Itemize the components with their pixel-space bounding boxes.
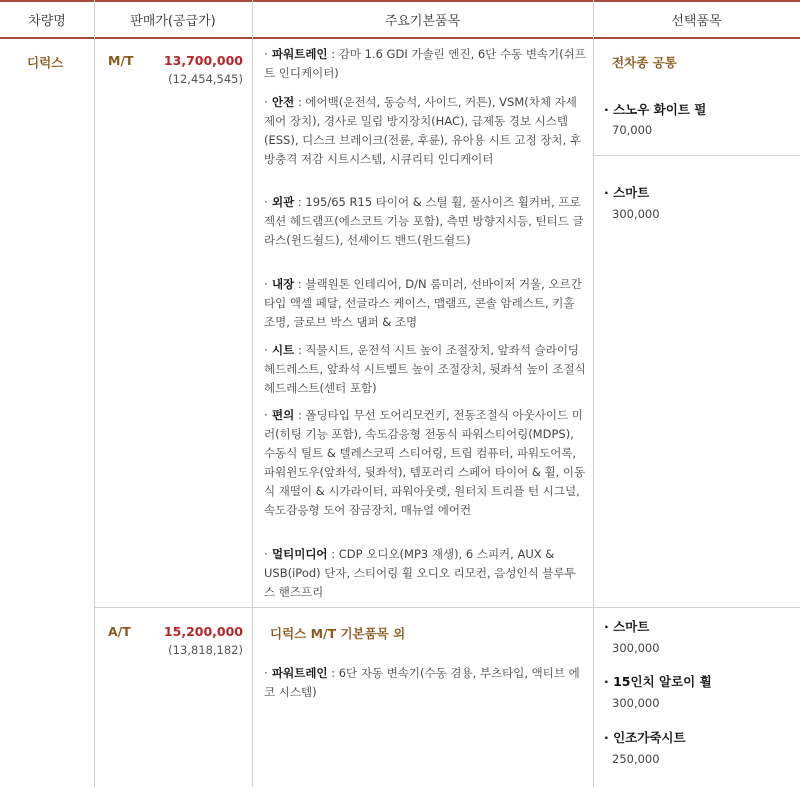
bullet-icon: · xyxy=(264,547,268,561)
header-model: 차량명 xyxy=(28,14,66,29)
feature-text: 블랙원톤 인테리어, D/N 룸미러, 선바이저 거울, 오르간타입 액셀 페달, 선글라스 케이스, 맵램프, 콘솔 암레스트, 키홀 조명, 글로브 박스 댐퍼 & 조명 xyxy=(264,277,582,329)
col-divider-1 xyxy=(94,0,95,787)
feature-title: 멀티미디어 xyxy=(272,547,328,561)
bullet-icon: · xyxy=(264,47,268,61)
mt-feature-interior: · 내장 : 블랙원톤 인테리어, D/N 룸미러, 선바이저 거울, 오르간타입 액셀 페달, 선글라스 케이스, 맵램프, 콘솔 암레스트, 키홀 조명, 글로브 박스 댐퍼 & 조명 xyxy=(264,277,582,329)
mt-price: 13,700,000 xyxy=(163,53,243,68)
col-divider-2 xyxy=(252,0,253,787)
option-price: 300,000 xyxy=(612,696,660,710)
bullet-icon: · xyxy=(604,619,614,634)
at-feature-powertrain: · 파워트레인 : 6단 자동 변속기(수동 겸용, 부츠타입, 액티브 에코 시스템) xyxy=(264,666,580,699)
option-label: 15인치 알로이 휠 xyxy=(613,674,712,689)
feature-title: 파워트레인 xyxy=(272,47,328,61)
feature-text: 폴딩타입 무선 도어리모컨키, 전동조절식 아웃사이드 미러(히팅 기능 포함), 속도감응형 전동식 파워스티어링(MDPS), 수동식 틸트 & 텔레스코픽 스티어링, 트립 컴퓨터, 파워도어록, 파워윈도우(앞좌석, 뒷좌석), 템포러리 스페어 타이어 & 휠, 이동식 재떨이 & 시가라이터, 파워아웃렛, 원터치 트리플 턴 시그널, 속도감응형 도어 잠금장치, 매뉴얼 에어컨 xyxy=(264,408,586,517)
option-label: 인조가죽시트 xyxy=(613,730,686,745)
feature-text: 6단 자동 변속기(수동 겸용, 부츠타입, 액티브 에코 시스템) xyxy=(264,666,580,699)
feature-text: 직물시트, 운전석 시트 높이 조절장치, 앞좌석 슬라이딩 헤드레스트, 앞좌석 시트벨트 높이 조절장치, 뒷좌석 높이 조절식 헤드레스트(센터 포함) xyxy=(264,343,586,395)
bullet-icon: · xyxy=(264,408,268,422)
option-price: 250,000 xyxy=(612,752,660,766)
feature-text: 에어백(운전석, 동승석, 사이드, 커튼), VSM(차체 자세 제어 장치), 경사로 밀림 방지장치(HAC), 급제동 경보 시스템(ESS), 디스크 브레이크(전륜, 후륜), 유아용 시트 고정 장치, 후방충격 저감 시트시스템, 시큐리티 인디케이터 xyxy=(264,95,581,166)
header-top-border xyxy=(0,0,800,2)
mt-feature-seat: · 시트 : 직물시트, 운전석 시트 높이 조절장치, 앞좌석 슬라이딩 헤드레스트, 앞좌석 시트벨트 높이 조절장치, 뒷좌석 높이 조절식 헤드레스트(센터 포함) xyxy=(264,343,586,395)
bullet-icon: · xyxy=(604,730,614,745)
bullet-icon: · xyxy=(264,666,268,680)
mt-feature-safety: · 안전 : 에어백(운전석, 동승석, 사이드, 커튼), VSM(차체 자세 제어 장치), 경사로 밀림 방지장치(HAC), 급제동 경보 시스템(ESS), 디스크 브레이크(전륜, 후륜), 유아용 시트 고정 장치, 후방충격 저감 시트시스템, 시큐리티 인디케이터 xyxy=(264,95,581,166)
option-label: 스노우 화이트 펄 xyxy=(613,102,707,117)
header-options: 선택품목 xyxy=(671,14,722,29)
mt-supply-price: (12,454,545) xyxy=(168,72,243,86)
option-price: 300,000 xyxy=(612,641,660,655)
mt-feature-exterior: · 외관 : 195/65 R15 타이어 & 스틸 휠, 풀사이즈 휠커버, 프로젝션 헤드램프(에스코트 기능 포함), 측면 방향지시등, 틴티드 글라스(윈드쉴드), 선셰이드 밴드(윈드쉴드) xyxy=(264,195,584,247)
option-name xyxy=(604,728,686,746)
bullet-icon: · xyxy=(604,674,614,689)
bullet-icon: · xyxy=(604,102,614,117)
option-name xyxy=(604,183,649,201)
feature-title: 외관 xyxy=(272,195,295,209)
feature-title: 편의 xyxy=(272,408,295,422)
at-transmission: A/T xyxy=(108,624,131,639)
row-divider-at xyxy=(94,607,800,608)
mt-transmission: M/T xyxy=(108,53,134,68)
feature-title: 파워트레인 xyxy=(272,666,328,680)
feature-text: 195/65 R15 타이어 & 스틸 휠, 풀사이즈 휠커버, 프로젝션 헤드램프(에스코트 기능 포함), 측면 방향지시등, 틴티드 글라스(윈드쉴드), 선셰이드 밴드(윈드쉴드) xyxy=(264,195,584,247)
at-supply-price: (13,818,182) xyxy=(168,643,243,657)
mt-options-common: 전차종 공통 xyxy=(612,55,677,70)
option-label: 스마트 xyxy=(613,619,650,634)
header-price: 판매가(공급가) xyxy=(130,14,216,29)
header-bottom-border xyxy=(0,37,800,39)
option-name xyxy=(604,100,706,118)
at-price: 15,200,000 xyxy=(163,624,243,639)
bullet-icon: · xyxy=(264,277,268,291)
option-name xyxy=(604,672,712,690)
option-divider-smart xyxy=(593,155,800,156)
feature-title: 안전 xyxy=(272,95,295,109)
feature-text: 감마 1.6 GDI 가솔린 엔진, 6단 수동 변속기(쉬프트 인디케이터) xyxy=(264,47,586,80)
bullet-icon: · xyxy=(604,185,614,200)
option-name xyxy=(604,617,649,635)
mt-feature-convenience: · 편의 : 폴딩타입 무선 도어리모컨키, 전동조절식 아웃사이드 미러(히팅 기능 포함), 속도감응형 전동식 파워스티어링(MDPS), 수동식 틸트 & 텔레스코픽 스티어링, 트립 컴퓨터, 파워도어록, 파워윈도우(앞좌석, 뒷좌석), 템포러리 스페어 타이어 & 휠, 이동식 재떨이 & 시가라이터, 파워아웃렛, 원터치 트리플 턴 시그널, 속도감응형 도어 잠금장치, 매뉴얼 에어컨 xyxy=(264,408,586,517)
header-basic-items: 주요기본품목 xyxy=(384,14,461,29)
feature-text: CDP 오디오(MP3 재생), 6 스피커, AUX & USB(iPod) 단자, 스티어링 휠 오디오 리모컨, 음성인식 블루투스 핸즈프리 xyxy=(264,547,576,599)
at-basic-intro: 디럭스 M/T 기본품목 외 xyxy=(270,626,406,641)
option-price: 70,000 xyxy=(612,123,653,137)
option-price: 300,000 xyxy=(612,207,660,221)
bullet-icon: · xyxy=(264,95,268,109)
bullet-icon: · xyxy=(264,343,268,357)
option-label: 스마트 xyxy=(613,185,650,200)
mt-feature-powertrain: · 파워트레인 : 감마 1.6 GDI 가솔린 엔진, 6단 수동 변속기(쉬프트 인디케이터) xyxy=(264,47,586,80)
mt-feature-multimedia: · 멀티미디어 : CDP 오디오(MP3 재생), 6 스피커, AUX & USB(iPod) 단자, 스티어링 휠 오디오 리모컨, 음성인식 블루투스 핸즈프리 xyxy=(264,547,576,599)
feature-title: 시트 xyxy=(272,343,295,357)
feature-title: 내장 xyxy=(272,277,295,291)
col-divider-3 xyxy=(593,0,594,787)
model-name: 디럭스 xyxy=(27,55,64,70)
bullet-icon: · xyxy=(264,195,268,209)
